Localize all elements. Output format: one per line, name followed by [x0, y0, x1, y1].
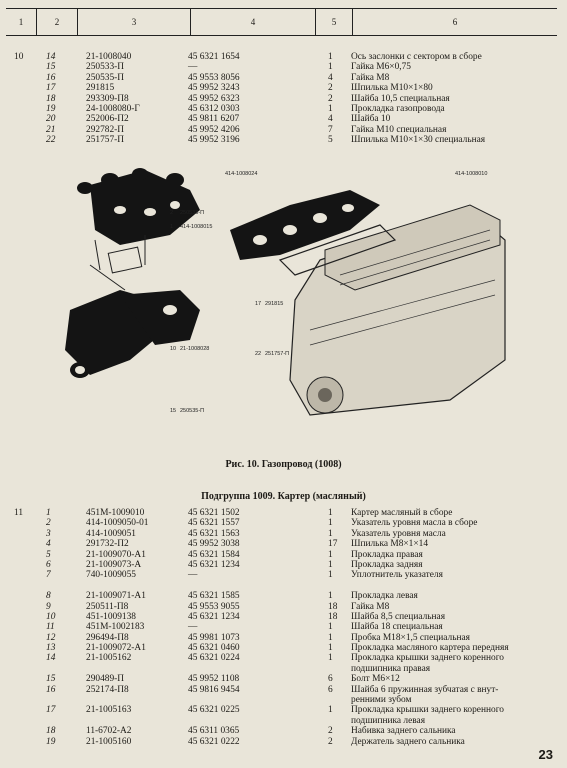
quantity: 1 [328, 528, 333, 539]
part-name: Прокладка крышки заднего коренного [351, 653, 504, 664]
header-col-1: 1 [6, 9, 37, 35]
part-name: Прокладка правая [351, 549, 423, 560]
part-number: 21-1005162 [86, 653, 132, 664]
group-number: 10 [14, 52, 24, 62]
part-number: 296494-П8 [86, 632, 129, 643]
quantity: 2 [328, 93, 333, 104]
fig-part-17: 291815 [265, 301, 284, 307]
quantity: 17 [328, 539, 338, 550]
catalog-code: 45 6311 0365 [188, 726, 240, 737]
part-number: 250511-П8 [86, 601, 129, 612]
quantity: 4 [328, 72, 333, 83]
fig-top-label-a: 414-1008024 [225, 171, 258, 177]
part-number: 11-6702-А2 [86, 726, 132, 737]
catalog-code: 45 6321 0225 [188, 705, 240, 716]
part-name: Шпилька М8×1×14 [351, 539, 429, 550]
catalog-code: — [188, 570, 198, 581]
part-name: Прокладка масляного картера передняя [351, 643, 509, 654]
item-number: 2 [46, 518, 51, 529]
item-number: 17 [46, 705, 56, 716]
part-name: Гайка М8 [351, 601, 390, 612]
part-name: ренними зубом [351, 695, 412, 706]
part-number: 21-1008040 [86, 52, 132, 62]
item-number: 12 [46, 632, 56, 643]
part-name: подшипника левая [351, 715, 426, 726]
gas-manifold-figure [50, 150, 530, 452]
item-number: 19 [46, 103, 56, 114]
part-number: 21-1009073-А [86, 559, 142, 570]
quantity: 6 [328, 684, 333, 695]
quantity: 2 [328, 736, 333, 747]
part-name: Болт М6×12 [351, 674, 400, 685]
part-number: 451М-1009010 [86, 508, 145, 518]
item-number: 5 [46, 549, 51, 560]
item-number: 15 [46, 674, 56, 685]
part-name: Шайба 10,5 специальная [351, 93, 450, 104]
figure-caption: Рис. 10. Газопровод (1008) [225, 459, 342, 470]
catalog-code: 45 6321 1234 [188, 611, 240, 622]
quantity: 18 [328, 601, 338, 612]
part-number: 291815 [86, 83, 115, 94]
quantity: 1 [328, 62, 333, 73]
part-number: 24-1008080-Г [86, 103, 140, 114]
fig-top-label-b: 414-1008010 [455, 171, 488, 177]
header-col-5: 5 [316, 9, 353, 35]
quantity: 1 [328, 508, 333, 518]
part-name: Картер масляный в сборе [351, 508, 453, 518]
part-name: Шпилька М10×1×30 специальная [351, 135, 486, 146]
fig-part-10: 21-1008028 [180, 346, 210, 352]
catalog-code: 45 9952 4206 [188, 124, 240, 135]
part-name: Шайба 8,5 специальная [351, 611, 446, 622]
part-name: Указатель уровня масла [351, 528, 446, 539]
part-name: Уплотнитель указателя [351, 570, 443, 581]
catalog-code: 45 6321 1563 [188, 528, 240, 539]
part-name: Держатель заднего сальника [351, 736, 465, 747]
fig-label-10: 10 [170, 346, 177, 352]
part-number: 250533-П [86, 62, 125, 73]
part-name: Гайка М6×0,75 [351, 62, 411, 73]
item-number: 8 [46, 591, 51, 602]
part-name: подшипника правая [351, 663, 431, 674]
quantity: 5 [328, 135, 333, 146]
quantity: 1 [328, 52, 333, 62]
catalog-code: 45 6321 0460 [188, 643, 240, 654]
fig-label-22: 22 [255, 351, 262, 357]
quantity: 1 [328, 591, 333, 602]
catalog-code: 45 9811 6207 [188, 114, 240, 125]
part-name: Указатель уровня масла в сборе [351, 518, 478, 529]
fig-label-2: 2 [170, 210, 174, 216]
item-number: 16 [46, 684, 56, 695]
catalog-code: 45 6321 1234 [188, 559, 240, 570]
group-number: 11 [14, 508, 24, 518]
catalog-code: 45 6321 0222 [188, 736, 240, 747]
item-number: 6 [46, 559, 51, 570]
catalog-code: 45 9952 3243 [188, 83, 240, 94]
subgroup-title: Подгруппа 1009. Картер (масляный) [201, 491, 366, 502]
header-col-6: 6 [452, 17, 458, 27]
header-col-4: 4 [191, 9, 316, 35]
catalog-code: 45 9952 3038 [188, 539, 240, 550]
item-number: 19 [46, 736, 56, 747]
part-number: 414-1009050-01 [86, 518, 149, 529]
quantity: 2 [328, 83, 333, 94]
item-number: 14 [46, 52, 56, 62]
fig-label-1: 1 [170, 224, 174, 230]
part-name: Шайба 10 [351, 114, 391, 125]
catalog-code: 45 6321 1502 [188, 508, 240, 518]
catalog-code: 45 6321 0224 [188, 653, 240, 664]
item-number: 13 [46, 643, 56, 654]
quantity: 4 [328, 114, 333, 125]
item-number: 10 [46, 611, 56, 622]
table-header [6, 8, 557, 36]
quantity: 1 [328, 643, 333, 654]
item-number: 20 [46, 114, 56, 125]
part-number: 291732-П2 [86, 539, 129, 550]
part-name: Пробка М18×1,5 специальная [351, 632, 470, 643]
item-number: 1 [46, 508, 51, 518]
quantity: 1 [328, 632, 333, 643]
part-number: 250535-П [86, 72, 125, 83]
item-number: 18 [46, 93, 56, 104]
quantity: 1 [328, 549, 333, 560]
catalog-code: — [188, 622, 198, 633]
fig-label-17: 17 [255, 301, 262, 307]
part-name: Шайба 6 пружинная зубчатая с внут- [351, 684, 499, 695]
part-name: Шпилька М10×1×80 [351, 83, 433, 94]
quantity: 1 [328, 559, 333, 570]
quantity: 1 [328, 705, 333, 716]
item-number: 7 [46, 570, 51, 581]
part-number: 740-1009055 [86, 570, 136, 581]
item-number: 11 [46, 622, 55, 633]
quantity: 1 [328, 653, 333, 664]
quantity: 6 [328, 674, 333, 685]
quantity: 2 [328, 726, 333, 737]
catalog-code: 45 9981 1073 [188, 632, 240, 643]
item-number: 17 [46, 83, 56, 94]
catalog-code: 45 6321 1654 [188, 52, 240, 62]
page-number: 23 [538, 747, 553, 762]
part-number: 21-1005163 [86, 705, 132, 716]
part-number: 252174-П8 [86, 684, 129, 695]
part-name: Прокладка крышки заднего коренного [351, 705, 504, 716]
item-number: 18 [46, 726, 56, 737]
part-number: 414-1009051 [86, 528, 136, 539]
part-number: 21-1009070-А1 [86, 549, 146, 560]
part-name: Ось заслонки с сектором в сборе [351, 52, 482, 62]
part-number: 21-1009071-А1 [86, 591, 146, 602]
part-number: 252006-П2 [86, 114, 129, 125]
part-name: Шайба 18 специальная [351, 622, 443, 633]
part-number: 21-1009072-А1 [86, 643, 146, 654]
item-number: 21 [46, 124, 56, 135]
part-number: 451М-1002183 [86, 622, 145, 633]
catalog-code: 45 9553 9055 [188, 601, 240, 612]
part-number: 290489-П [86, 674, 125, 685]
catalog-code: 45 6321 1585 [188, 591, 240, 602]
part-name: Гайка М8 [351, 72, 390, 83]
quantity: 1 [328, 518, 333, 529]
catalog-code: 45 6321 1584 [188, 549, 240, 560]
catalog-code: — [188, 62, 198, 73]
item-number: 3 [46, 528, 51, 539]
part-number: 251757-П [86, 135, 125, 146]
part-name: Прокладка левая [351, 591, 418, 602]
part-name: Прокладка газопровода [351, 103, 445, 114]
header-col-3: 3 [78, 9, 191, 35]
fig-part-1: 414-1008015 [180, 224, 213, 230]
catalog-code: 45 6321 1557 [188, 518, 240, 529]
part-name: Прокладка задняя [351, 559, 423, 570]
part-name: Гайка М10 специальная [351, 124, 447, 135]
quantity: 1 [328, 103, 333, 114]
fig-part-15: 250535-П [180, 408, 205, 414]
catalog-code: 45 9952 3196 [188, 135, 240, 146]
quantity: 7 [328, 124, 333, 135]
part-number: 451-1009138 [86, 611, 136, 622]
item-number: 22 [46, 135, 56, 146]
header-col-2: 2 [37, 9, 78, 35]
quantity: 1 [328, 570, 333, 581]
fig-part-22: 251757-П [265, 351, 290, 357]
part-number: 21-1005160 [86, 736, 132, 747]
fig-part-2: 250533-П [180, 210, 205, 216]
quantity: 18 [328, 611, 338, 622]
catalog-code: 45 9553 8056 [188, 72, 240, 83]
item-number: 9 [46, 601, 51, 612]
part-name: Набивка заднего сальника [351, 726, 456, 737]
part-number: 293309-П8 [86, 93, 129, 104]
catalog-code: 45 9952 1108 [188, 674, 240, 685]
item-number: 15 [46, 62, 56, 73]
item-number: 4 [46, 539, 51, 550]
quantity: 1 [328, 622, 333, 633]
catalog-code: 45 9952 6323 [188, 93, 240, 104]
catalog-code: 45 6312 0303 [188, 103, 240, 114]
fig-label-15: 15 [170, 408, 177, 414]
item-number: 16 [46, 72, 56, 83]
item-number: 14 [46, 653, 56, 664]
catalog-code: 45 9816 9454 [188, 684, 240, 695]
part-number: 292782-П [86, 124, 125, 135]
